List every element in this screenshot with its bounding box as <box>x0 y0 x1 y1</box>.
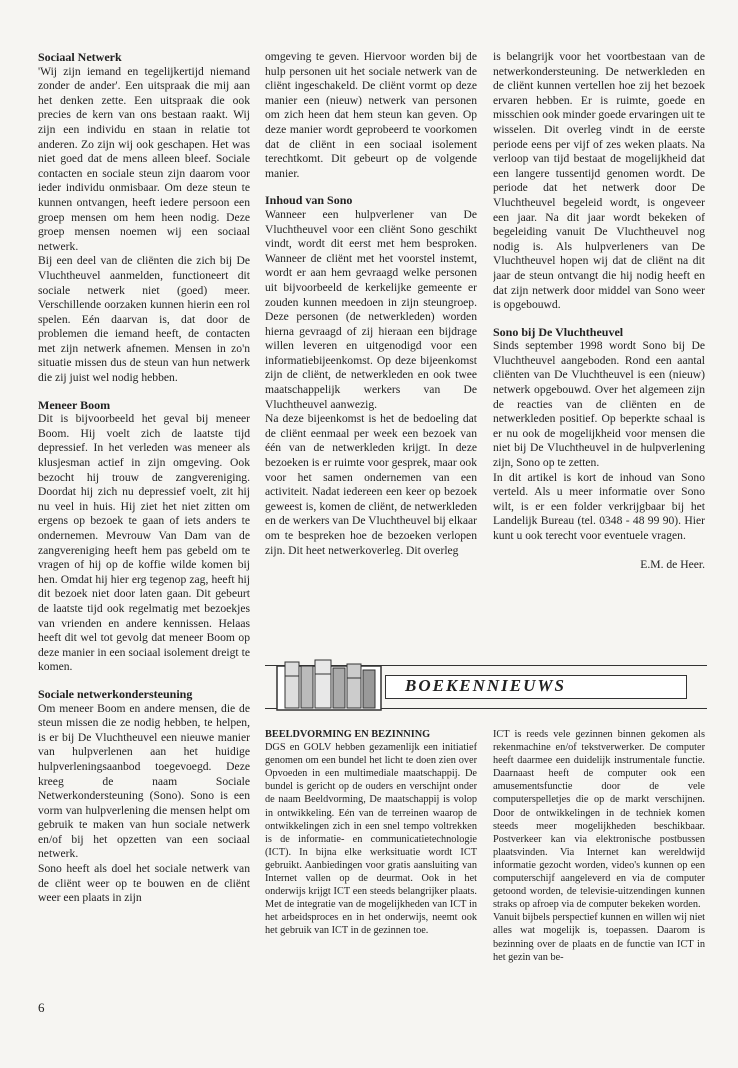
paragraph: DGS en GOLV hebben gezamenlijk een initiatief genomen om een bundel het licht te doen zien over Opvoeden in een multimediale maatschappij. De bundel is gericht op de ouders en verschijnt onder de naam Beeldvorming, De maatschappij is volop in ontwikkeling. Eén van de terreinen waarop de ontwikkelingen zich in een snel tempo voltrekken is de informatie- en communicatietechnologie (ICT). In bijna elke werksituatie wordt ICT gebruikt. Aanbiedingen voor gratis aansluiting van Internet vallen op de deurmat. Ook in het onderwijs krijgt ICT een steeds belangrijker plaats. Met de integratie van de mogelijkheden van ICT in het arbeidsproces en in het onderwijs, neemt ook het gebruik van ICT in de gezinnen toe. <box>265 742 477 937</box>
paragraph: 'Wij zijn iemand en tegelijkertijd niemand zonder de ander'. Een uitspraak die mij aan het denken zette. Een uitspraak die ook precies de kern van ons bestaan raakt. Wij zijn een individu en staan in relatie tot anderen. Zo zijn wij ook geschapen. Het was niet goed dat de mens alleen bleef. Sociale contacten en sociale steun zijn daarom voor ieder individu onmisbaar. Om deze steun te kunnen ontvangen, heeft iedere persoon een groep mensen om hem heen nodig. Deze groep mensen noemen wij een sociaal netwerk. <box>38 64 250 253</box>
paragraph: Na deze bijeenkomst is het de bedoeling dat de cliënt eenmaal per week een bezoek van één van de netwerkleden krijgt. In deze bezoeken is er ruimte voor gesprek, maar ook voor het samen ondernemen van een activiteit. Nadat iedereen een keer op bezoek geweest is, komen de cliënt, de netwerkleden en de werkers van De Vluchtheuvel bij elkaar om te bespreken hoe de bezoeken verlopen zijn. Dit heet netwerkoverleg. Dit overleg <box>265 412 477 557</box>
paragraph: Dit is bijvoorbeeld het geval bij meneer Boom. Hij voelt zich de laatste tijd depressief. In het verleden was meneer als klusjesman actief in zijn omgeving. Ook bezocht hij trouw de zangvereniging. Doordat hij zich nu depressief voelt, zit hij nu veel in huis. Hij ziet het niet zitten om ergens op bezoek te gaan of iets anders te ondernemen. Mevrouw Van Dam van de zangvereniging heeft hem pas gebeld om te vragen of hij op de koffie wilde komen bij hen. Omdat hij hier erg tegenop zag, heeft hij dit bezoek niet door laten gaan. Dit gebeurt de laatste tijd ook regelmatig met bezoekjes van vrienden en andere kennissen. Helaas heeft dit wel tot gevolg dat meneer Boom op deze manier in een sociaal isolement dreigt te komen. <box>38 412 250 674</box>
paragraph: In dit artikel is kort de inhoud van Sono verteld. Als u meer informatie over Sono wilt, is er een folder verkrijgbaar bij het Landelijk Bureau (tel. 0348 - 48 99 90). Hier kunt u ook terecht voor eventuele vragen. <box>493 470 705 542</box>
heading-inhoud-van-sono: Inhoud van Sono <box>265 193 353 208</box>
heading-sociaal-netwerk: Sociaal Netwerk <box>38 50 122 64</box>
heading-sociale-netwerkondersteuning: Sociale netwerkondersteuning <box>38 686 193 701</box>
paragraph: ICT is reeds vele gezinnen binnen gekomen als rekenmachine en/of tekstverwerker. De computer heeft daarmee een duidelijk instrumentale functie. Daarnaast heeft de computer ook een amusementsfunctie door de vele computerspelletjes die op de markt verschijnen. Door de ontwikkelingen in de techniek komen steeds meer mogelijkheden beschikbaar. Postverkeer kan via elektronische postbussen plaatsvinden. Via Internet kan wereldwijd informatie gezocht worden, video's kunnen op een computerschijf aangeleverd en via de computer getoond worden, de televisie-uitzendingen kunnen straks op afroep via de computer bekeken worden. <box>493 729 705 911</box>
paragraph: Bij een deel van de cliënten die zich bij De Vluchtheuvel aanmelden, functioneert dit sociale netwerk niet (goed) meer. Verschillende oorzaken kunnen hierin een rol spelen. Eén daarvan is, dat door de problemen die iemand heeft, de contacten met zijn netwerk afnemen. Mensen in zo'n situatie missen dus de steun van hun netwerk die zij juist wel nodig hebben. <box>38 254 250 385</box>
paragraph: Vanuit bijbels perspectief kunnen en willen wij niet alles wat mogelijk is, toepassen. Daarom is bezinning over de plaats en de functie van ICT in het gezin van be- <box>493 912 705 963</box>
column-3 <box>493 50 705 650</box>
column-4 <box>265 728 477 998</box>
paragraph: Sinds september 1998 wordt Sono bij De Vluchtheuvel aangeboden. Rond een aantal cliënten van De Vluchtheuvel is een (nieuw) netwerk opgebouwd. Over het algemeen zijn de reacties van de cliënten en de netwerkleden positief. Op beperkte schaal is er nu ook de mogelijkheid voor mensen die niet bij De Vluchtheuvel in de hulpverlening zijn, Sono op te zetten. <box>493 339 705 470</box>
heading-meneer-boom: Meneer Boom <box>38 397 111 412</box>
banner-title: BOEKENNIEUWS <box>405 676 566 695</box>
page-number: 6 <box>38 1000 45 1015</box>
paragraph: Om meneer Boom en andere mensen, die de steun missen die ze nodig hebben, te helpen, is er bij De Vluchtheuvel een nieuwe manier van hulpverlenen aan het huidige hulpverleningsaanbod toegevoegd. Deze kreeg de naam Sociale Netwerkondersteuning (Sono). Sono is een vorm van hulpverlening die mensen helpt om gebruik te maken van hun sociale netwerk en/of bij het opzetten van een sociaal netwerk. <box>38 701 250 861</box>
paragraph: Wanneer een hulpverlener van De Vluchtheuvel voor een cliënt Sono geschikt vindt, wordt dit eerst met hem besproken. Wanneer de cliënt met het voorstel instemt, wordt er aan hem gevraagd welke personen uit bijvoorbeeld de kerkelijke gemeente er zouden kunnen meedoen in zijn steungroep. Deze personen (de netwerkleden) worden hierna gevraagd of zij hieraan een bijdrage willen leveren en uitgenodigd voor een informatiebijeenkomst. Op deze bijeenkomst zijn de cliënt, de netwerkleden en ook twee maatschappelijk werkers van De Vluchtheuvel aanwezig. <box>265 207 477 411</box>
paragraph: is belangrijk voor het voortbestaan van de netwerkondersteuning. De netwerkleden en de cliënt kunnen vertellen hoe zij het bezoek ervaren hebben. Er is ruimte, goede en misschien ook minder goede ervaringen uit te wisselen. Dit overleg vindt in de eerste periode eens per vijf of zes weken plaats. Na verloop van tijd bestaat de mogelijkheid dat een langere tussentijd genomen wordt. De periode dat het netwerk door De Vluchtheuvel begeleid wordt, is ongeveer een jaar. Na dit jaar wordt bekeken of begeleiding vanuit De Vluchtheuvel nog nodig is. Als hulpverleners van De Vluchtheuvel hopen wij dat de cliënt na dit jaar de steun ontvangt die hij nodig heeft en dat zijn netwerk door middel van Sono weer is opgebouwd. <box>493 50 705 312</box>
books-icon <box>275 656 385 714</box>
column-5 <box>493 728 705 998</box>
author-signature: E.M. de Heer. <box>640 557 705 571</box>
boekennieuws-banner <box>265 665 707 709</box>
heading-beeldvorming-en-bezinning: BEELDVORMING EN BEZINNING <box>265 729 431 740</box>
paragraph: omgeving te geven. Hiervoor worden bij de hulp personen uit het sociale netwerk van de cliënt ingeschakeld. De cliënt vormt op deze manier een (nieuw) netwerk van personen om zich heen dat hem steun kan geven. Op deze manier wordt geprobeerd te voorkomen dat de cliënt in een sociaal isolement terechtkomt. Dit gebeurt op de volgende manier. <box>265 50 477 180</box>
paragraph: Sono heeft als doel het sociale netwerk van de cliënt weer op te bouwen en de cliënt weer een plaats in zijn <box>38 862 250 905</box>
column-2 <box>265 50 477 650</box>
heading-sono-bij-de-vluchtheuvel: Sono bij De Vluchtheuvel <box>493 324 624 339</box>
column-1 <box>38 50 250 990</box>
